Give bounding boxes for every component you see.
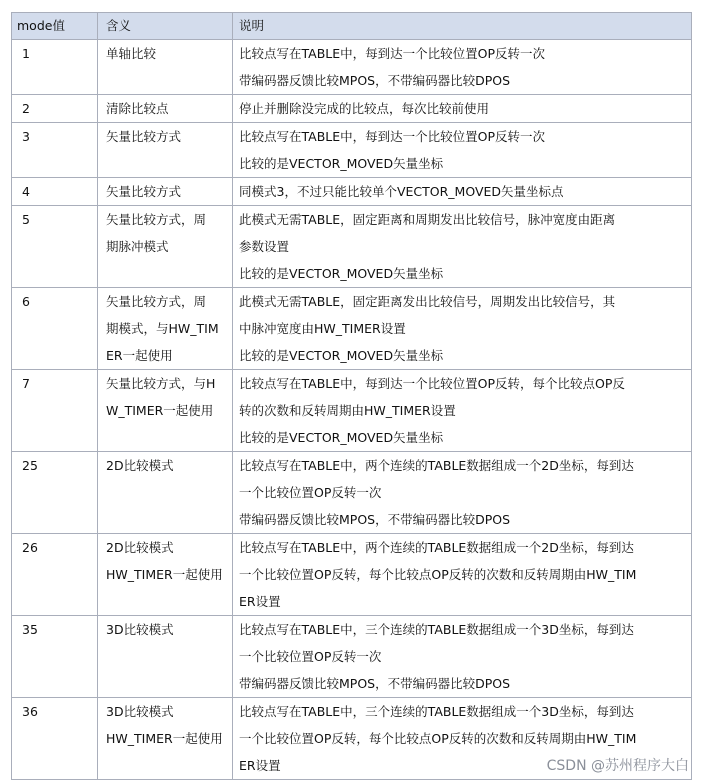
table-row [12, 40, 692, 95]
mode-cell: 4 [12, 178, 98, 206]
table-row [12, 206, 692, 288]
meaning-cell [98, 534, 233, 616]
description-cell [233, 370, 692, 452]
meaning-cell [98, 95, 233, 123]
meaning-cell [98, 370, 233, 452]
description-line: 比较的是VECTOR_MOVED矢量坐标 [239, 266, 444, 281]
meaning-line: 单轴比较 [106, 46, 157, 61]
mode-cell: 35 [12, 616, 98, 698]
description-cell [233, 123, 692, 178]
header-mode: mode值 [12, 13, 98, 40]
meaning-line: ER一起使用 [106, 348, 173, 363]
table-row [12, 452, 692, 534]
description-line: 此模式无需TABLE，固定距离发出比较信号，周期发出比较信号，其 [239, 294, 616, 309]
description-line: 一个比较位置OP反转，每个比较点OP反转的次数和反转周期由HW_TIM [239, 731, 637, 746]
meaning-cell [98, 40, 233, 95]
description-cell [233, 616, 692, 698]
meaning-line: HW_TIMER一起使用 [106, 731, 223, 746]
table-row [12, 370, 692, 452]
meaning-line: HW_TIMER一起使用 [106, 567, 223, 582]
mode-cell: 26 [12, 534, 98, 616]
description-line: 同模式3，不过只能比较单个VECTOR_MOVED矢量坐标点 [239, 184, 564, 199]
description-cell [233, 288, 692, 370]
table-row [12, 178, 692, 206]
mode-cell: 3 [12, 123, 98, 178]
table-header-row [12, 13, 692, 40]
header-description: 说明 [233, 13, 692, 40]
table-row [12, 616, 692, 698]
meaning-cell [98, 616, 233, 698]
mode-table [11, 12, 692, 780]
meaning-line: 矢量比较方式，周 [106, 294, 207, 309]
description-line: 比较点写在TABLE中，三个连续的TABLE数据组成一个3D坐标，每到达 [239, 622, 634, 637]
description-line: 比较点写在TABLE中，两个连续的TABLE数据组成一个2D坐标，每到达 [239, 540, 634, 555]
csdn-watermark: CSDN @苏州程序大白 [546, 758, 689, 774]
header-meaning: 含义 [98, 13, 233, 40]
meaning-cell [98, 123, 233, 178]
description-line: 比较点写在TABLE中，每到达一个比较位置OP反转一次 [239, 129, 546, 144]
meaning-line: 2D比较模式 [106, 540, 174, 555]
description-line: 比较点写在TABLE中，每到达一个比较位置OP反转一次 [239, 46, 546, 61]
mode-cell: 2 [12, 95, 98, 123]
description-cell [233, 534, 692, 616]
meaning-cell [98, 698, 233, 780]
meaning-line: 3D比较模式 [106, 622, 174, 637]
description-cell [233, 40, 692, 95]
mode-cell: 7 [12, 370, 98, 452]
meaning-line: 2D比较模式 [106, 458, 174, 473]
description-line: 一个比较位置OP反转，每个比较点OP反转的次数和反转周期由HW_TIM [239, 567, 637, 582]
description-cell [233, 95, 692, 123]
table-row [12, 288, 692, 370]
meaning-cell [98, 452, 233, 534]
table-row [12, 95, 692, 123]
meaning-cell [98, 178, 233, 206]
description-line: 带编码器反馈比较MPOS，不带编码器比较DPOS [239, 676, 511, 691]
meaning-line: 3D比较模式 [106, 704, 174, 719]
mode-cell: 25 [12, 452, 98, 534]
mode-cell: 1 [12, 40, 98, 95]
description-cell [233, 452, 692, 534]
meaning-line: 矢量比较方式 [106, 184, 182, 199]
mode-cell: 6 [12, 288, 98, 370]
description-line: 带编码器反馈比较MPOS，不带编码器比较DPOS [239, 73, 511, 88]
description-cell [233, 206, 692, 288]
table-row [12, 534, 692, 616]
meaning-cell [98, 288, 233, 370]
description-line: 一个比较位置OP反转一次 [239, 649, 382, 664]
description-line: 带编码器反馈比较MPOS，不带编码器比较DPOS [239, 512, 511, 527]
description-line: 一个比较位置OP反转一次 [239, 485, 382, 500]
description-line: 停止并删除没完成的比较点，每次比较前使用 [239, 101, 490, 116]
description-line: 参数设置 [239, 239, 290, 254]
description-line: 比较的是VECTOR_MOVED矢量坐标 [239, 348, 444, 363]
description-line: 转的次数和反转周期由HW_TIMER设置 [239, 403, 456, 418]
description-line: 中脉冲宽度由HW_TIMER设置 [239, 321, 406, 336]
meaning-line: 矢量比较方式 [106, 129, 182, 144]
table-row [12, 123, 692, 178]
meaning-line: 清除比较点 [106, 101, 169, 116]
meaning-line: W_TIMER一起使用 [106, 403, 214, 418]
meaning-line: 期脉冲模式 [106, 239, 169, 254]
description-line: 比较的是VECTOR_MOVED矢量坐标 [239, 156, 444, 171]
description-line: ER设置 [239, 594, 281, 609]
description-line: 比较点写在TABLE中，三个连续的TABLE数据组成一个3D坐标，每到达 [239, 704, 634, 719]
mode-cell: 5 [12, 206, 98, 288]
description-line: 比较点写在TABLE中，两个连续的TABLE数据组成一个2D坐标，每到达 [239, 458, 634, 473]
description-line: 此模式无需TABLE，固定距离和周期发出比较信号，脉冲宽度由距离 [239, 212, 616, 227]
mode-cell: 36 [12, 698, 98, 780]
table-body [12, 40, 692, 780]
description-cell [233, 178, 692, 206]
description-line: 比较的是VECTOR_MOVED矢量坐标 [239, 430, 444, 445]
meaning-cell [98, 206, 233, 288]
meaning-line: 矢量比较方式，周 [106, 212, 207, 227]
description-line: 比较点写在TABLE中，每到达一个比较位置OP反转，每个比较点OP反 [239, 376, 625, 391]
meaning-line: 期模式，与HW_TIM [106, 321, 219, 336]
description-line: ER设置 [239, 758, 281, 773]
meaning-line: 矢量比较方式，与H [106, 376, 216, 391]
